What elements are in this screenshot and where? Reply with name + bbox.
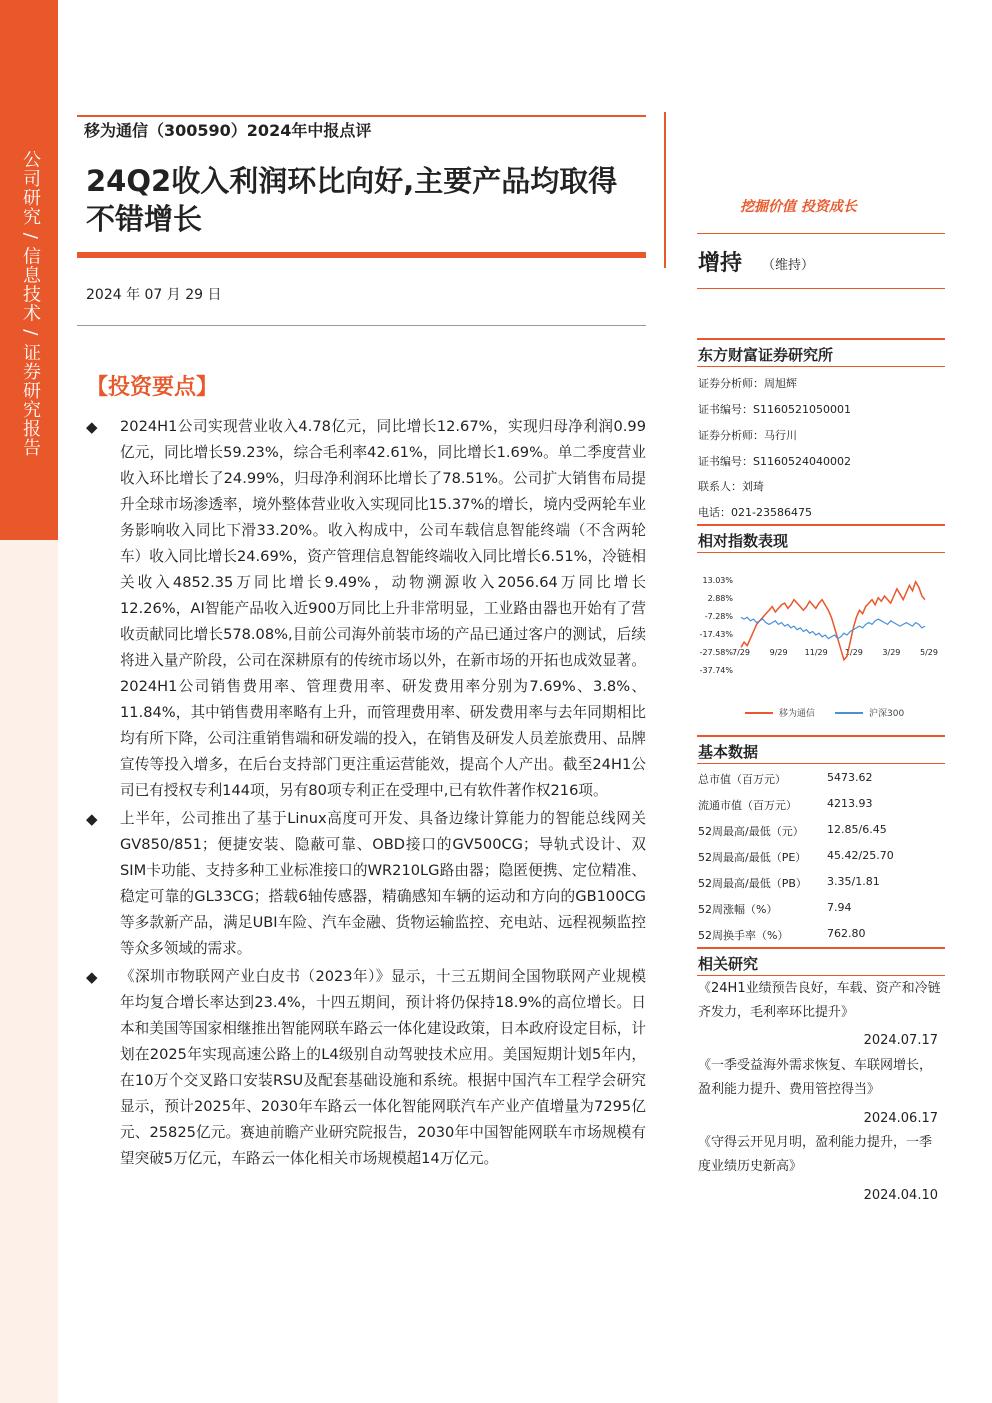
research-item-date: 2024.04.10 — [863, 1188, 938, 1203]
row-value: 7.94 — [827, 901, 852, 914]
company-line: 移为通信（300590）2024年中报点评 — [84, 121, 372, 140]
header-divider — [664, 112, 666, 268]
basic-rule — [697, 735, 945, 737]
y-tick-label: 2.88% — [707, 593, 733, 603]
x-tick-label: 11/29 — [804, 647, 828, 657]
date-rule — [77, 325, 646, 326]
legend-label: 移为通信 — [779, 709, 816, 719]
diamond-icon: ◆ — [86, 968, 98, 986]
chart-rule — [697, 524, 945, 526]
sidebar — [0, 0, 58, 1403]
basic-title: 基本数据 — [698, 743, 759, 761]
row-key: 52周换手率（%） — [698, 929, 789, 942]
analyst-line: 证券分析师：马行川 — [698, 429, 797, 442]
slogan: 挖掘价值 投资成长 — [740, 199, 857, 215]
row-value: 5473.62 — [827, 771, 873, 784]
y-tick-label: -37.74% — [699, 666, 733, 675]
x-tick-label: 1/29 — [844, 647, 863, 657]
row-key: 52周最高/最低（元） — [698, 825, 804, 838]
x-tick-label: 3/29 — [882, 647, 901, 657]
basic-rule-bottom — [697, 763, 945, 764]
bullet-item — [86, 964, 646, 1172]
row-value: 762.80 — [827, 927, 866, 940]
x-tick-label: 9/29 — [769, 647, 788, 657]
y-tick-label: -27.58% — [699, 647, 733, 657]
research-item-date: 2024.06.17 — [863, 1111, 938, 1126]
research-item-date: 2024.07.17 — [863, 1033, 938, 1048]
analyst-line: 证书编号：S1160521050001 — [698, 403, 851, 416]
bullet-text: 2024H1公司实现营业收入4.78亿元，同比增长12.67%，实现归母净利润0.99亿元，同比增长59.23%，综合毛利率42.61%，同比增长1.69%。单二季度营业收入环比增长了24.99%，归母净利润环比增长了78.51%。公司扩大销售布局提升全球市场渗透率，境外整体营业收入实现同比15.37%的增长，境内受两轮车业务影响收入同比下滑33.20%。收入构成中，公司车载信息智能终端（不含两轮车）收入同比增长24.69%，资产管理信息智能终端收入同比增长6.51%，冷链相关收入4852.35万同比增长9.49%，动物溯源收入2056.64万同比增长12.26%，AI智能产品收入近900万同比上升非常明显，工业路由器也开始有了营收贡献同比增长578.08%,目前公司海外前装市场的产品已通过客户的测试，后续将进入量产阶段，公司在深耕原有的传统市场以外，在新市场的开拓也成效显著。2024H1公司销售费用率、管理费用率、研发费用率分别为7.69%、3.8%、11.84%，其中销售费用率略有上升，而管理费用率、研发费用率与去年同期相比均有所下降，公司注重销售端和研发端的投入，在销售及研发人员差旅费用、品牌宣传等投入增多，在后台支持部门更注重运营能效，提高个人产出。截至24H1公司已有授权专利144项，另有80项专利正在受理中,已有软件著作权216项。 — [120, 418, 646, 799]
research-item-title[interactable]: 《守得云开见月明，盈利能力提升，一季度业绩历史新高》 — [698, 1135, 933, 1174]
row-value: 45.42/25.70 — [827, 849, 894, 862]
analyst-line: 电话：021-23586475 — [698, 506, 812, 519]
rating: 增持 — [698, 251, 743, 276]
section-title: 【投资要点】 — [86, 375, 219, 400]
relative-index-chart — [697, 570, 945, 730]
institute-rule — [697, 338, 945, 340]
bullet-text: 上半年，公司推出了基于Linux高度可开发、具备边缘计算能力的智能总线网关GV850/851；便捷安装、隐蔽可靠、OBD接口的GV500CG；导轨式设计、双SIM卡功能、支持多种工业标准接口的WR210LG路由器；隐匿便携、定位精准、稳定可靠的GL33CG；搭载6轴传感器，精确感知车辆的运动和方向的GB100CG等多款新产品，满足UBI车险、汽车金融、货物运输监控、充电站、远程视频监控等众多领域的需求。 — [120, 810, 646, 957]
row-key: 流通市值（百万元） — [698, 799, 797, 812]
research-item-title[interactable]: 《24H1业绩预告良好，车载、资产和冷链齐发力，毛利率环比提升》 — [698, 981, 941, 1020]
research-rule — [697, 947, 945, 949]
row-key: 52周最高/最低（PE） — [698, 851, 807, 864]
row-key: 52周涨幅（%） — [698, 903, 778, 916]
row-key: 52周最高/最低（PB） — [698, 877, 807, 890]
chart-title: 相对指数表现 — [698, 532, 789, 550]
diamond-icon: ◆ — [86, 418, 98, 436]
bullet-item — [86, 806, 646, 962]
chart-svg — [697, 570, 945, 730]
diamond-icon: ◆ — [86, 810, 98, 828]
institute-rule-bottom — [697, 366, 945, 367]
row-key: 总市值（百万元） — [698, 773, 786, 786]
y-tick-label: -7.28% — [704, 612, 733, 622]
rating-note: （维持） — [762, 258, 815, 273]
analyst-line: 联系人：刘琦 — [698, 480, 764, 493]
y-tick-label: -17.43% — [699, 629, 733, 639]
rating-rule-bottom — [697, 288, 945, 289]
x-tick-label: 5/29 — [920, 647, 938, 657]
row-value: 4213.93 — [827, 797, 873, 810]
page-title: 24Q2收入利润环比向好,主要产品均取得不错增长 — [86, 164, 618, 236]
rating-rule-top — [697, 233, 945, 234]
analyst-line: 证券分析师：周旭辉 — [698, 377, 797, 390]
chart-rule-bottom — [697, 552, 945, 553]
y-tick-label: 13.03% — [702, 576, 733, 585]
bullet-list — [86, 414, 646, 1174]
x-tick-label: 7/29 — [732, 647, 750, 657]
sidebar-label: 公司研究 / 信息技术 / 证券研究报告 — [20, 150, 41, 458]
row-value: 3.35/1.81 — [827, 875, 880, 888]
research-rule-bottom — [697, 975, 945, 976]
bullet-text: 《深圳市物联网产业白皮书（2023年）》显示，十三五期间全国物联网产业规模年均复合增长率达到23.4%，十四五期间，预计将仍保持18.9%的高位增长。日本和美国等国家相继推出智能网联车路云一体化建设政策，日本政府设定目标，计划在2025年实现高速公路上的L4级别自动驾驶技术应用。美国短期计划5年内，在10万个交叉路口安装RSU及配套基础设施和系统。根据中国汽车工程学会研究显示，预计2025年、2030年车路云一体化智能网联汽车产业产值增量为7295亿元、25825亿元。赛迪前瞻产业研究院报告，2030年中国智能网联车市场规模有望突破5万亿元，车路云一体化相关市场规模超14万亿元。 — [120, 968, 646, 1167]
title-rule — [77, 252, 646, 258]
row-value: 12.85/6.45 — [827, 823, 887, 836]
research-item-title[interactable]: 《一季受益海外需求恢复、车联网增长，盈利能力提升、费用管控得当》 — [698, 1058, 933, 1097]
legend-label: 沪深300 — [869, 709, 905, 719]
bullet-item — [86, 414, 646, 804]
institute-name: 东方财富证券研究所 — [698, 346, 834, 364]
research-title: 相关研究 — [698, 955, 759, 973]
report-date: 2024 年 07 月 29 日 — [86, 287, 222, 303]
header-rule — [77, 115, 646, 117]
analyst-line: 证书编号：S1160524040002 — [698, 455, 851, 468]
